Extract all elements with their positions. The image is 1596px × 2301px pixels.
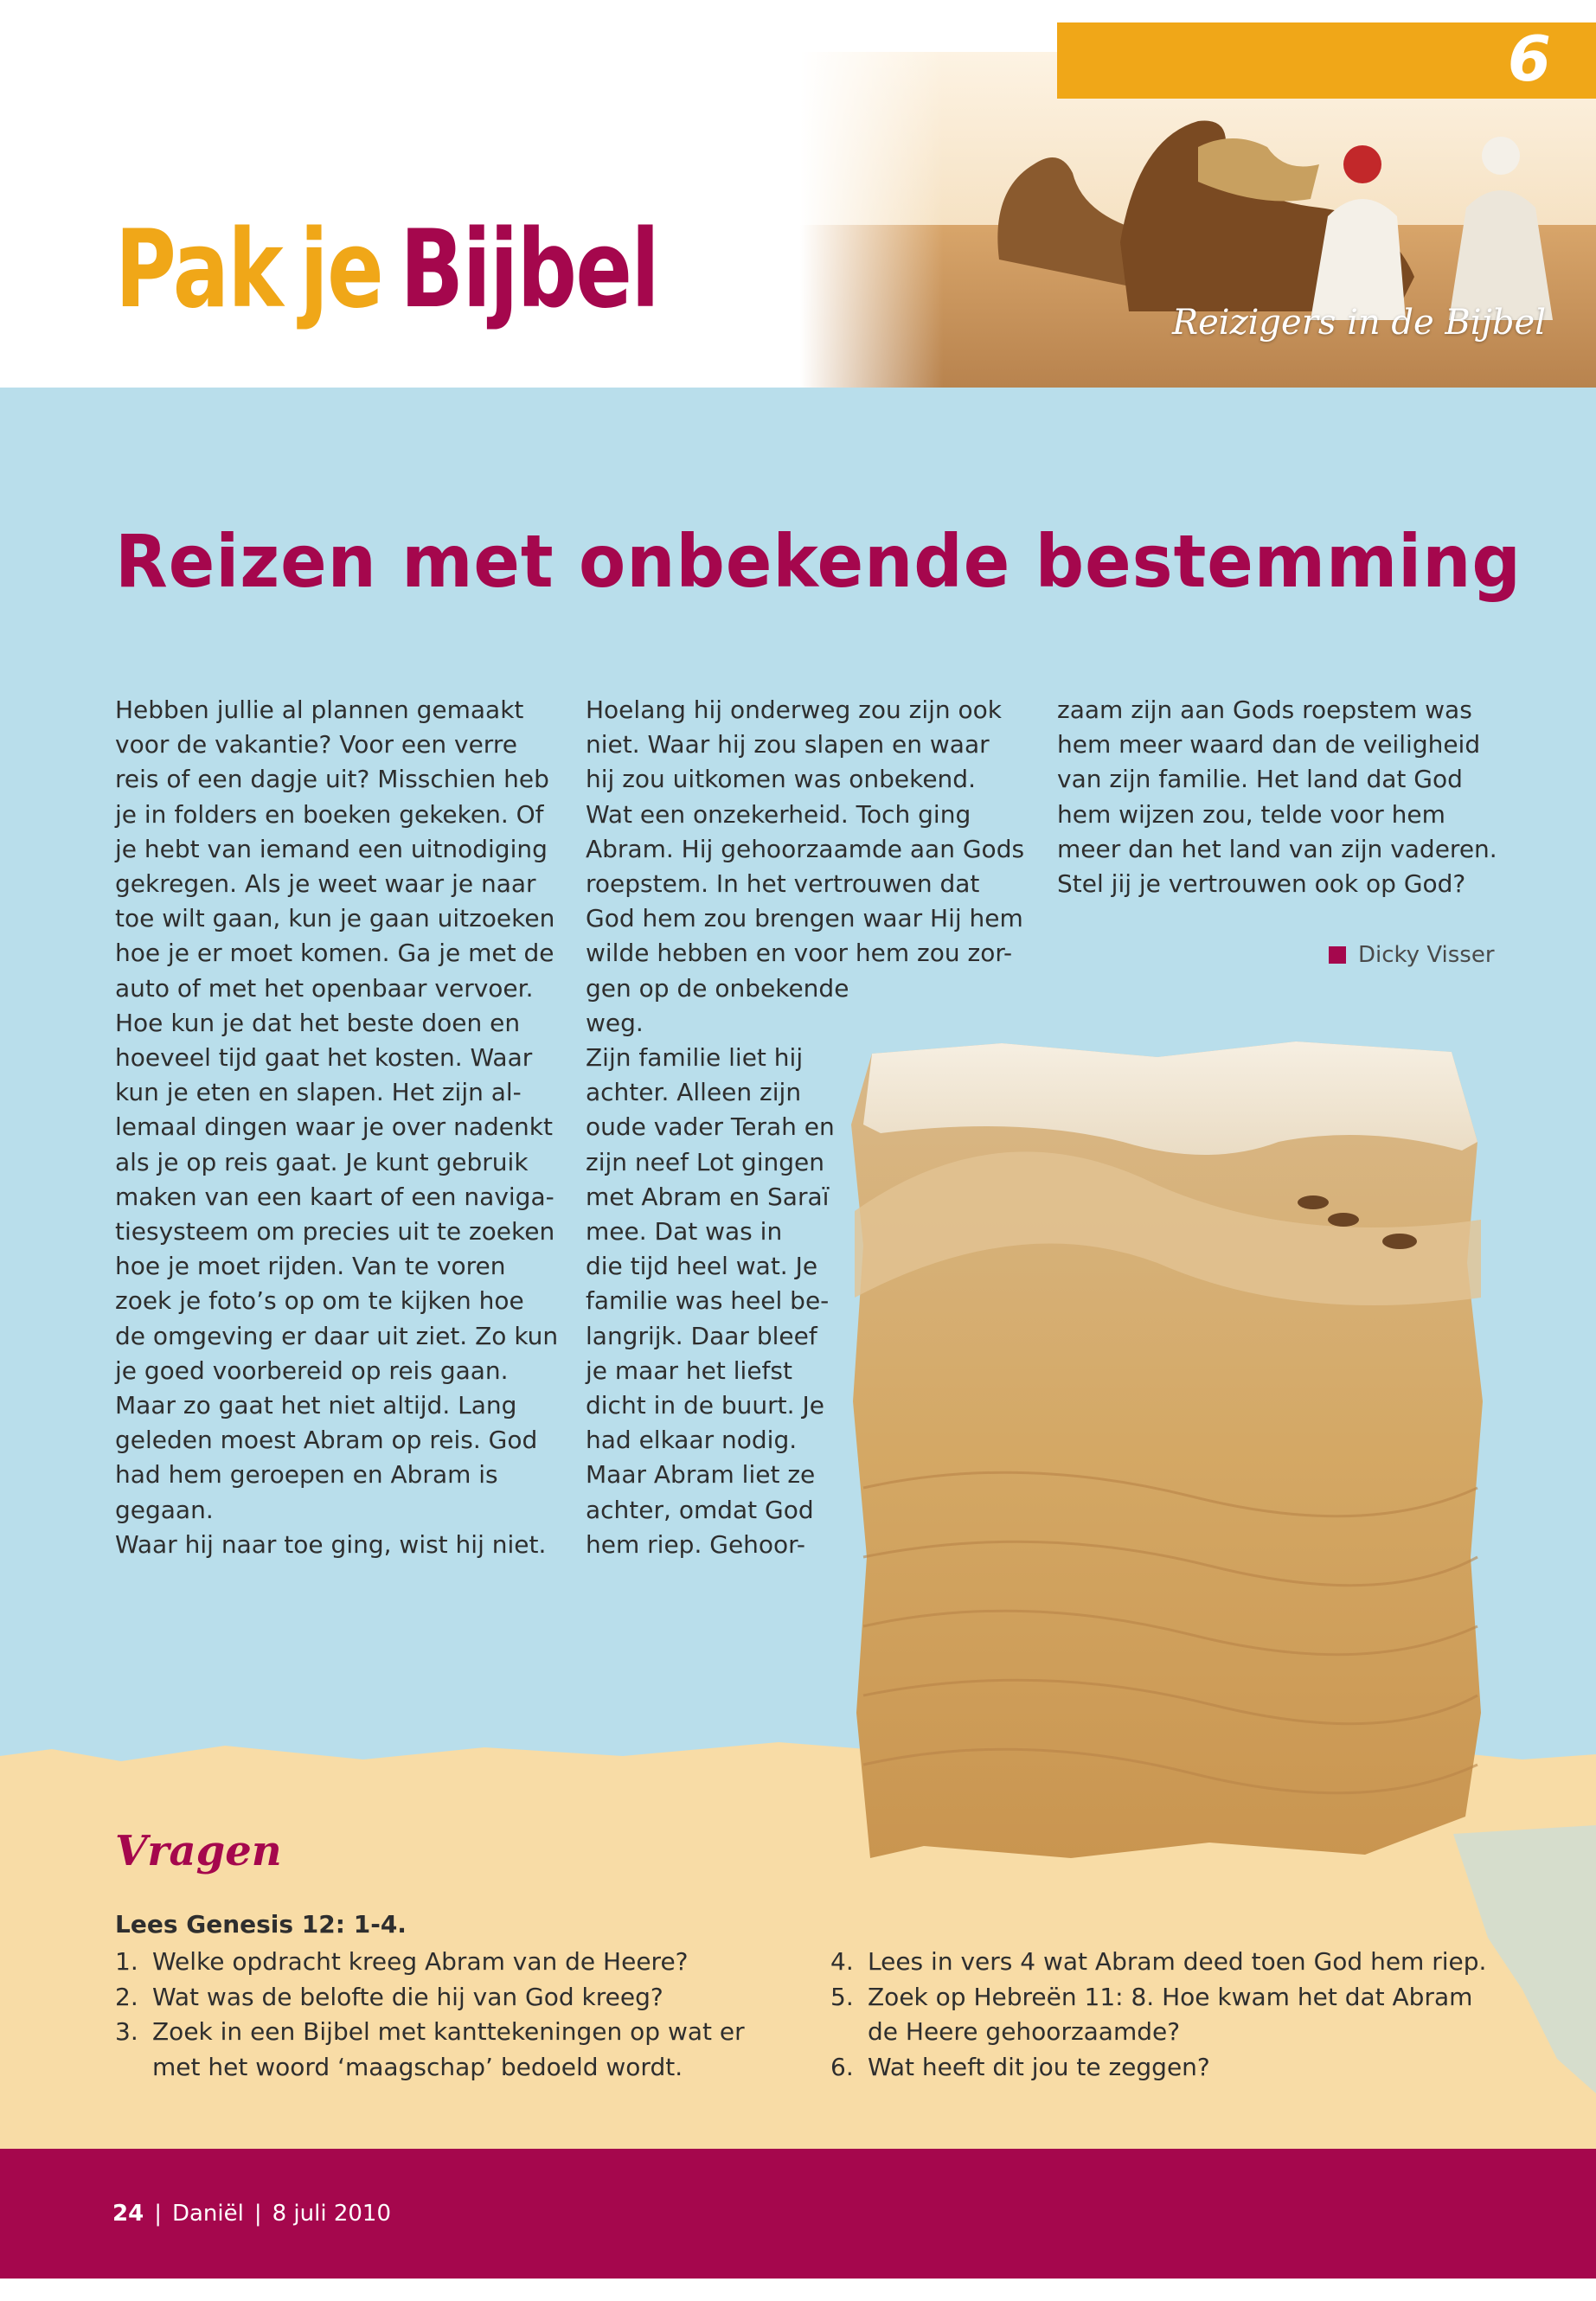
questions-list-right [830, 1945, 1488, 2085]
logo-word-bijbel: Bijbel [400, 208, 659, 332]
article-title: Reizen met onbekende bestemming [115, 519, 1522, 604]
question-item [830, 1945, 1488, 1980]
author-credit [1329, 942, 1495, 968]
question-text: Zoek op Hebreën 11: 8. Hoe kwam het dat Abram de Heere gehoorzaamde? [868, 1982, 1473, 2046]
question-text: Lees in vers 4 wat Abram deed toen God hem riep. [868, 1947, 1487, 1976]
issue-number: 6 [1507, 22, 1551, 95]
issue-date: 8 juli 2010 [272, 2201, 391, 2227]
question-number: 5. [830, 1982, 854, 2011]
question-number: 6. [830, 2052, 854, 2081]
question-text: Wat heeft dit jou te zeggen? [868, 2052, 1210, 2081]
page-number: 24 [112, 2201, 144, 2227]
question-number: 3. [115, 2017, 138, 2046]
question-text: Wat was de belofte die hij van God kreeg? [152, 1982, 663, 2011]
question-text: Welke opdracht kreeg Abram van de Heere? [152, 1947, 689, 1976]
questions-heading: Vragen [115, 1827, 282, 1875]
page-footer [0, 2149, 1596, 2279]
question-item [115, 2015, 772, 2085]
issue-number-bar [1057, 22, 1596, 99]
desert-dunes-photo [846, 1038, 1486, 1860]
question-item [115, 1980, 772, 2016]
magazine-name: Daniël [171, 2201, 244, 2227]
section-logo [115, 208, 659, 332]
article-column-2: Hoelang hij onderweg zou zijn ook niet. Waar hij zou slapen en waar hij zou uitkomen was onbekend. Wat een onzekerheid. Toch ging Abram. Hij gehoorzaamde aan Gods roepstem. In het vertrouwen dat God hem zou brengen waar Hij hem wilde hebben en voor hem zou zor- gen op de onbekende weg. Zijn familie liet hij achter. Alleen zijn oude vader Terah en zijn neef Lot gingen met Abram en Saraï mee. Dat was in die tijd heel wat. Je familie was heel be- langrijk. Daar bleef je maar het liefst dicht in de buurt. Je had elkaar nodig. Maar Abram liet ze achter, omdat God hem riep. Gehoor- [586, 695, 1025, 1559]
question-item [830, 2050, 1488, 2086]
article-column-3: zaam zijn aan Gods roepstem was hem meer waard dan de veiligheid van zijn familie. Het land dat God hem wijzen zou, telde voor hem meer dan het land van zijn vaderen. Stel jij je vertrouwen ook op God? [1057, 695, 1497, 899]
footer-info [112, 2201, 391, 2227]
footer-separator: | [154, 2201, 162, 2227]
question-number: 1. [115, 1947, 138, 1976]
page-header [0, 0, 1596, 388]
article-column-1: Hebben jullie al plannen gemaakt voor de vakantie? Voor een verre reis of een dagje uit? Misschien heb je in folders en boeken gekeken. Of je hebt van iemand een uitnodiging gekregen. Als je weet waar je naar toe wilt gaan, kun je gaan uitzoeken hoe je er moet komen. Ga je met de auto of met het openbaar vervoer. Hoe kun je dat het beste doen en hoeveel tijd gaat het kosten. Waar kun je eten en slapen. Het zijn al- lemaal dingen waar je over nadenkt als je op reis gaat. Je kunt gebruik maken van een kaart of een naviga- tiesysteem om precies uit te zoeken hoe je moet rijden. Van te voren zoek je foto’s op om te kijken hoe de omgeving er daar uit ziet. Zo kun je goed voorbereid op reis gaan. Maar zo gaat het niet altijd. Lang geleden moest Abram op reis. God had hem geroepen en Abram is gegaan. Waar hij naar toe ging, wist hij niet. [115, 695, 559, 1559]
footer-separator: | [253, 2201, 262, 2227]
question-text: Zoek in een Bijbel met kanttekeningen op wat er met het woord ‘maagschap’ bedoeld wordt. [152, 2017, 745, 2081]
author-square-icon [1329, 946, 1346, 964]
series-title: Reizigers in de Bijbel [1171, 303, 1546, 343]
question-number: 4. [830, 1947, 854, 1976]
questions-intro: Lees Genesis 12: 1-4. [115, 1910, 407, 1939]
question-item [830, 1980, 1488, 2050]
author-name: Dicky Visser [1358, 942, 1495, 968]
logo-word-je: je [299, 208, 383, 332]
logo-word-pak: Pak [115, 208, 283, 332]
question-item [115, 1945, 772, 1980]
question-number: 2. [115, 1982, 138, 2011]
questions-list-left [115, 1945, 772, 2085]
